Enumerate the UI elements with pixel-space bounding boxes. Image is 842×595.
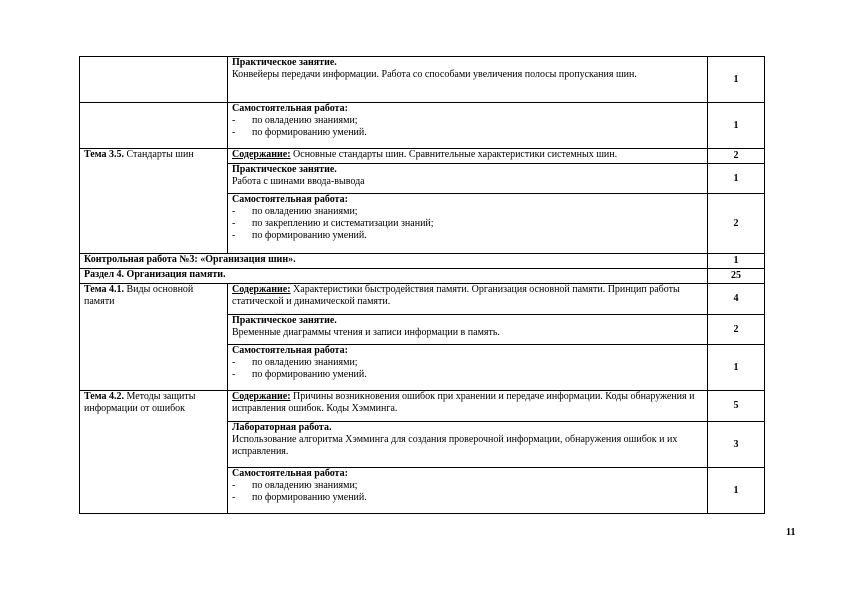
list-item [232, 357, 703, 369]
content-text: Конвейеры передачи информации. Работа со способами увеличения полосы пропускания шин. [232, 69, 637, 80]
curriculum-table [79, 56, 765, 514]
list-item-text: по формированию умений. [252, 127, 367, 138]
section-heading: Самостоятельная работа: [232, 103, 348, 114]
list-item [232, 480, 703, 492]
topic-cell [80, 284, 228, 391]
list-bullet: - [232, 115, 236, 126]
hours-cell: 1 [708, 468, 765, 514]
list-item [232, 230, 703, 242]
topic-number: Тема 4.1. [84, 284, 124, 295]
hours-cell: 1 [708, 57, 765, 103]
section-heading: Практическое занятие. [232, 315, 337, 326]
table-row [80, 57, 765, 103]
section-heading: Содержание: [232, 391, 291, 402]
list-item [232, 218, 703, 230]
list-bullet: - [232, 218, 236, 229]
table-row [80, 103, 765, 149]
list-bullet: - [232, 230, 236, 241]
topic-title: Методы защиты информации от ошибок [84, 391, 196, 414]
content-text: Использование алгоритма Хэмминга для создания проверочной информации, обнаружения ошибок и их исправления. [232, 434, 678, 457]
topic-cell [80, 57, 228, 103]
control-work-title: Контрольная работа №3: «Организация шин». [80, 254, 708, 269]
hours-cell: 1 [708, 103, 765, 149]
section-heading: Самостоятельная работа: [232, 468, 348, 479]
list-bullet: - [232, 127, 236, 138]
content-text: Временные диаграммы чтения и записи информации в память. [232, 327, 500, 338]
section-heading: Практическое занятие. [232, 57, 337, 68]
content-cell [228, 164, 708, 194]
content-cell [228, 284, 708, 315]
content-cell [228, 422, 708, 468]
hours-cell: 1 [708, 164, 765, 194]
list-item-text: по закреплению и систематизации знаний; [252, 218, 434, 229]
hours-cell: 4 [708, 284, 765, 315]
table-row [80, 284, 765, 315]
hours-cell: 3 [708, 422, 765, 468]
list-item-text: по формированию умений. [252, 492, 367, 503]
topic-number: Тема 3.5. [84, 149, 124, 160]
list-item-text: по овладению знаниями; [252, 115, 358, 126]
topic-cell [80, 391, 228, 514]
list-item-text: по формированию умений. [252, 369, 367, 380]
hours-cell: 2 [708, 315, 765, 345]
content-cell [228, 315, 708, 345]
hours-cell: 2 [708, 194, 765, 254]
content-cell [228, 468, 708, 514]
list-bullet: - [232, 480, 236, 491]
content-cell [228, 194, 708, 254]
hours-cell: 1 [708, 254, 765, 269]
hours-cell: 25 [708, 269, 765, 284]
list-bullet: - [232, 357, 236, 368]
table-row [80, 269, 765, 284]
section-heading: Практическое занятие. [232, 164, 337, 175]
hours-cell: 1 [708, 345, 765, 391]
topic-cell [80, 103, 228, 149]
list-bullet: - [232, 206, 236, 217]
hours-cell: 5 [708, 391, 765, 422]
table-row [80, 254, 765, 269]
content-cell [228, 345, 708, 391]
list-item [232, 115, 703, 127]
content-text: Основные стандарты шин. Сравнительные характеристики системных шин. [290, 149, 618, 160]
list-item [232, 492, 703, 504]
topic-number: Тема 4.2. [84, 391, 124, 402]
section-heading: Содержание: [232, 284, 291, 295]
section-heading: Содержание: [232, 149, 291, 160]
list-item-text: по овладению знаниями; [252, 357, 358, 368]
hours-cell: 2 [708, 149, 765, 164]
content-text: Работа с шинами ввода-вывода [232, 176, 365, 187]
section-title: Раздел 4. Организация памяти. [80, 269, 708, 284]
topic-title: Стандарты шин [123, 149, 194, 160]
list-item-text: по формированию умений. [252, 230, 367, 241]
section-heading: Лабораторная работа. [232, 422, 332, 433]
content-text: Причины возникновения ошибок при хранении и передаче информации. Коды обнаружения и исправления ошибок. Коды Хэмминга. [232, 391, 695, 414]
list-item [232, 369, 703, 381]
content-cell [228, 57, 708, 103]
content-cell [228, 103, 708, 149]
table-row [80, 391, 765, 422]
list-item-text: по овладению знаниями; [252, 480, 358, 491]
section-heading: Самостоятельная работа: [232, 345, 348, 356]
list-bullet: - [232, 369, 236, 380]
list-item-text: по овладению знаниями; [252, 206, 358, 217]
content-text: Характеристики быстродействия памяти. Организация основной памяти. Принцип работы статической и динамической памяти. [232, 284, 680, 307]
topic-cell [80, 149, 228, 254]
topic-title: Виды основной памяти [84, 284, 194, 307]
list-bullet: - [232, 492, 236, 503]
content-cell [228, 391, 708, 422]
section-heading: Самостоятельная работа: [232, 194, 348, 205]
table-row [80, 149, 765, 164]
content-cell [228, 149, 708, 164]
list-item [232, 127, 703, 139]
list-item [232, 206, 703, 218]
page-number: 11 [786, 527, 796, 538]
